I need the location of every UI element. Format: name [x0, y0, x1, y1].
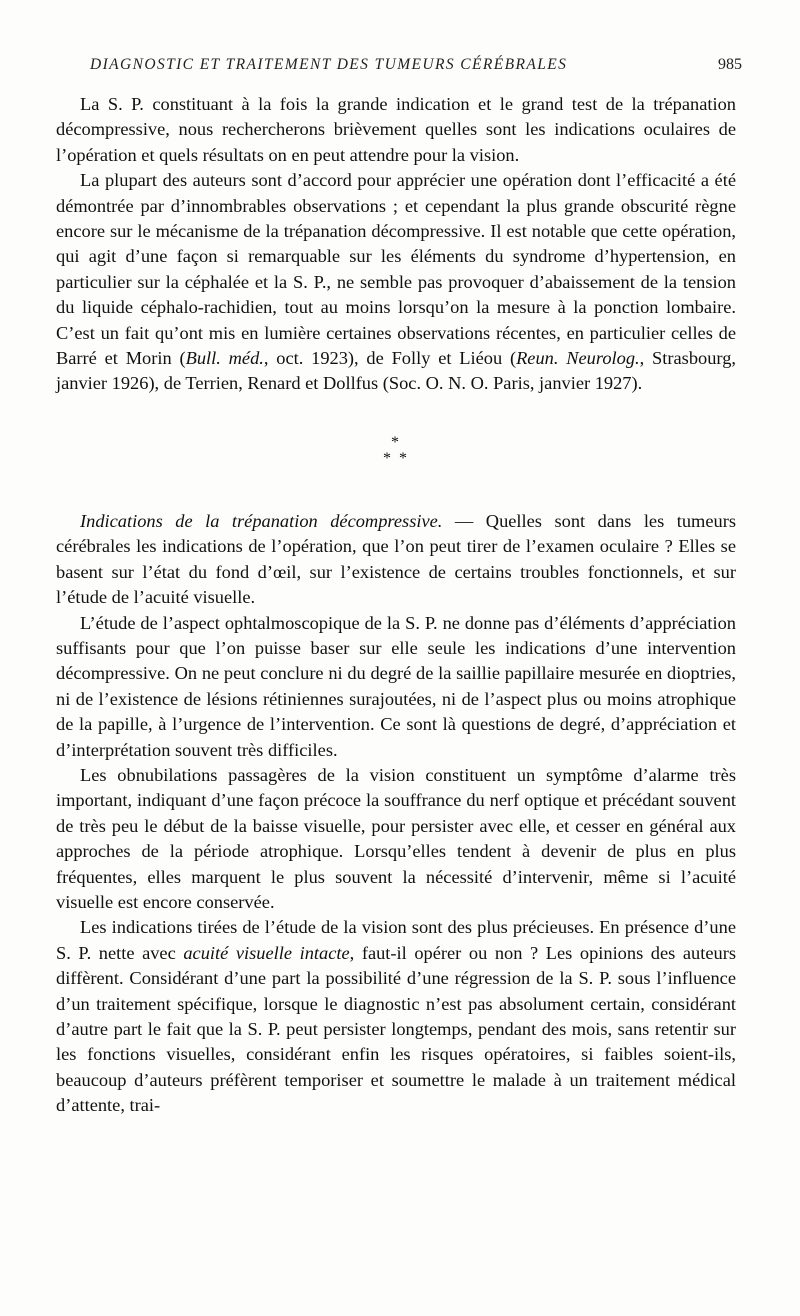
paragraph-6-text-b: , faut-il opérer ou non ? Les opinions des auteurs diffèrent. Considérant d’une part la possibilité d’une régression de la S. P. sous l’influence d’un traitement spécifique, lorsque le diagnostic n’est pas absolument certain, considérant d’autre part le fait que la S. P. peut persister longtemps, pendant des mois, sans retentir sur les fonctions visuelles, considérant enfin les risques opératoires, si faibles soient-ils, beaucoup d’auteurs préfèrent temporiser et soumettre le malade à un traitement médical d’attente, trai-	[56, 942, 737, 1116]
page-number: 985	[718, 56, 742, 73]
running-header	[90, 48, 742, 82]
acuity-phrase: acuité visuelle intacte	[183, 942, 350, 963]
paragraph-4: L’étude de l’aspect ophtalmoscopique de la S. P. ne donne pas d’éléments d’appréciation suffisants pour que l’on puisse baser sur elle seule les indications d’une intervention décompressive. On ne peut conclure ni du degré de la saillie papillaire mesurée en dioptries, ni de l’existence de lésions rétiniennes surajoutées, ni de l’aspect plus ou moins atrophique de la papille, à l’urgence de l’intervention. Ce sont là questions de degré, d’appréciation et d’interprétation souvent très difficiles.	[56, 612, 736, 760]
paragraph-5: Les obnubilations passagères de la vision constituent un symptôme d’alarme très important, indiquant d’une façon précoce la souffrance du nerf optique et précédant souvent de très peu le début de la baisse visuelle, pour persister avec elle, et cesser en général aux approches de la période atrophique. Lorsqu’elles tendent à devenir de plus en plus fréquentes, elles marquent le plus souvent la nécessité d’intervenir, même si l’acuité visuelle est encore conservée.	[56, 764, 736, 912]
paragraph-3	[56, 509, 736, 611]
paragraph-6	[56, 915, 736, 1118]
separator-stars-bottom: * *	[383, 449, 409, 467]
body-text	[56, 92, 736, 1119]
section-separator	[56, 435, 736, 467]
running-title: DIAGNOSTIC ET TRAITEMENT DES TUMEURS CÉRÉBRALES	[90, 56, 568, 73]
paragraph-2	[56, 168, 736, 397]
section-heading: Indications de la trépanation décompressive.	[80, 510, 443, 531]
paragraph-3-text: — Quelles sont dans les tumeurs cérébrales les indications de l’opération, que l’on peut tirer de l’examen oculaire ? Elles se basent sur l’état du fond d’œil, sur l’existence de certains troubles fonctionnels, et sur l’étude de l’acuité visuelle.	[56, 510, 736, 608]
citation-reun-neurolog: Reun. Neurolog.	[516, 348, 640, 369]
paragraph-2-text-c: , Strasbourg, janvier 1926), de Terrien, Renard et Dollfus (Soc. O. N. O. Paris, janvier 1927).	[56, 348, 736, 394]
paragraph-2-text-a: La plupart des auteurs sont d’accord pour apprécier une opération dont l’efficacité a été démontrée par d’innombrables observations ; et cependant la plus grande obscurité règne encore sur le mécanisme de la trépanation décompressive. Il est notable que cette opération, qui agit d’une façon si remarquable sur les éléments du syndrome d’hypertension, en particulier sur la céphalée et la S. P., ne semble pas provoquer d’abaissement de la tension du liquide céphalo-rachidien, tout au moins lorsqu’on la mesure à la ponction lombaire. C’est un fait qu’ont mis en lumière certaines observations récentes, en particulier celles de Barré et Morin (	[56, 170, 736, 369]
paragraph-2-text-b: , oct. 1923), de Folly et Liéou (	[263, 348, 517, 369]
citation-bull-med: Bull. méd.	[185, 348, 264, 369]
paragraph-1: La S. P. constituant à la fois la grande indication et le grand test de la trépanation décompressive, nous rechercherons brièvement quelles sont les indications oculaires de l’opération et quels résultats on en peut attendre pour la vision.	[56, 94, 736, 165]
paragraph-6-text-a: Les indications tirées de l’étude de la vision sont des plus précieuses. En présence d’une S. P. nette avec	[56, 917, 736, 963]
separator-star-top: *	[391, 433, 401, 451]
